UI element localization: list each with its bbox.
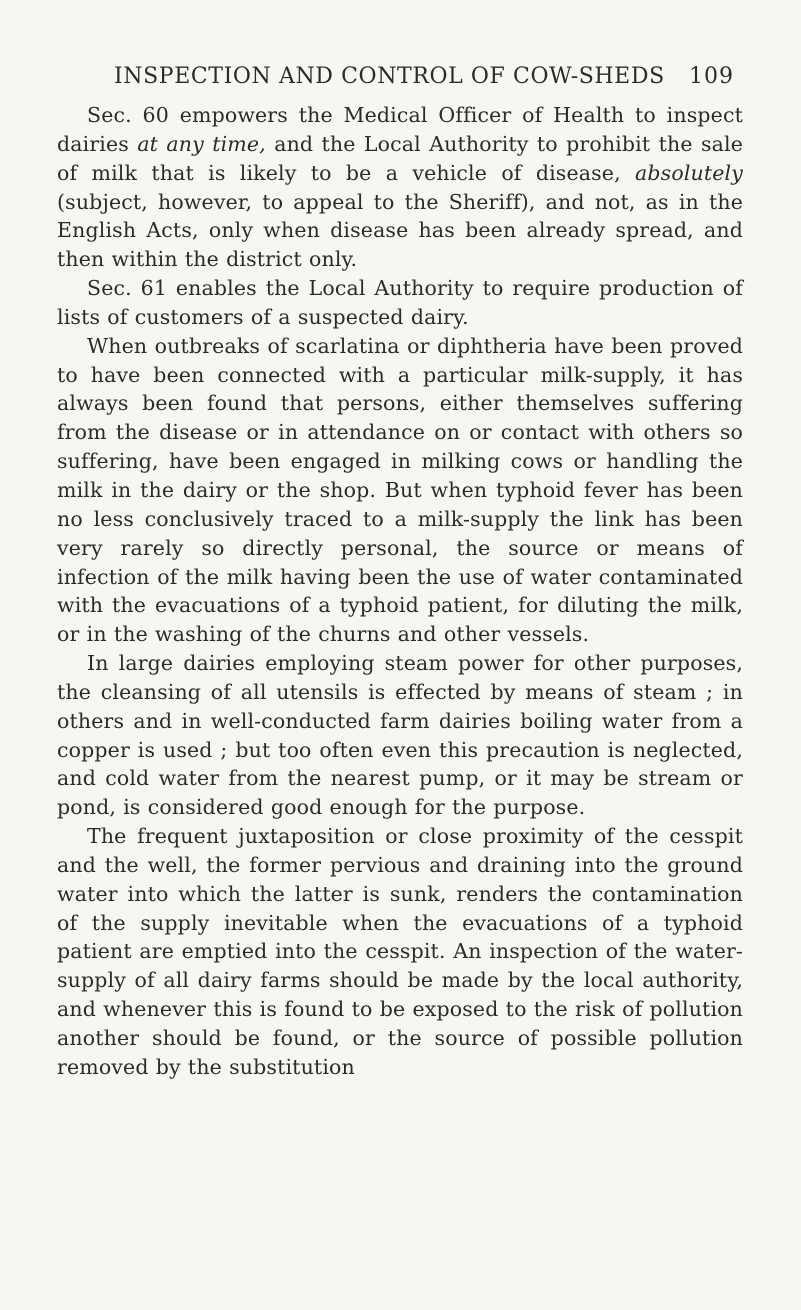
paragraph-sec-61: Sec. 61 enables the Local Authority to require production of lists of customers of a suspected dairy.: [57, 276, 743, 329]
running-header: [114, 64, 734, 89]
paragraph-outbreaks: When outbreaks of scarlatina or diphtheria have been proved to have been connected with a particular milk-supply, it has always been found that persons, either themselves suffering from the disease or in attendance on or contact with others so suffering, have been engaged in milking cows or handling the milk in the dairy or the shop. But when typhoid fever has been no less conclusively traced to a milk-supply the link has been very rarely so directly personal, the source or means of infection of the milk having been the use of water contaminated with the evacuations of a typhoid patient, for diluting the milk, or in the washing of the churns and other vessels.: [57, 333, 743, 647]
paragraph-cesspit: The frequent juxtaposition or close proximity of the cesspit and the well, the former pervious and draining into the ground water into which the latter is sunk, renders the contamination of the supply inevitable when the evacuations of a typhoid patient are emptied into the cesspit. An inspection of the water-supply of all dairy farms should be made by the local authority, and whenever this is found to be exposed to the risk of pollution another should be found, or the source of possible pollution removed by the substitution: [57, 824, 743, 1079]
paragraph-text: (subject, however, to appeal to the Sheriff), and not, as in the English Acts, only when disease has been already spread, and then within the district only.: [57, 189, 743, 272]
italic-phrase: absolutely: [635, 160, 743, 185]
paragraph-text: Sec. 60 empowers the Medical Officer of Health to inspect dairies: [57, 103, 743, 156]
page-number: 109: [689, 64, 734, 89]
page-body: [57, 101, 743, 1082]
paragraph-sec-60: [57, 101, 743, 274]
italic-phrase: at any time,: [137, 131, 266, 156]
running-title: INSPECTION AND CONTROL OF COW-SHEDS: [114, 64, 665, 89]
paragraph-text: and the Local Authority to prohibit the sale of milk that is likely to be a vehicle of disease,: [57, 131, 743, 185]
paragraph-large-dairies: In large dairies employing steam power for other purposes, the cleansing of all utensils is effected by means of steam ; in others and in well-conducted farm dairies boiling water from a copper is used ; but too often even this precaution is neglected, and cold water from the nearest pump, or it may be stream or pond, is considered good enough for the purpose.: [57, 651, 743, 820]
